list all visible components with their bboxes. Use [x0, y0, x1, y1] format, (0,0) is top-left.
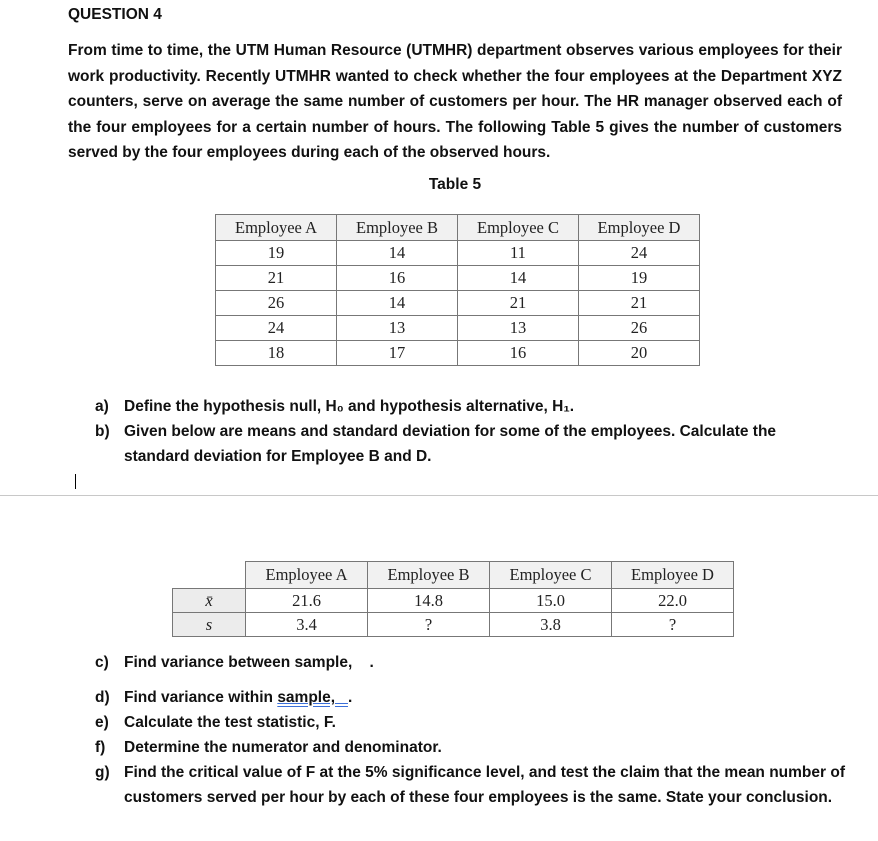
header-employee-c: Employee C: [490, 562, 612, 589]
part-f: [95, 735, 845, 760]
cell: 13: [337, 316, 458, 341]
table-caption: Table 5: [428, 176, 482, 193]
sd-label: s: [173, 613, 246, 637]
intro-paragraph: From time to time, the UTM Human Resource (UTMHR) department observes various employees for their work productivity. Recently UTMHR wanted to check whether the four employees at the Department XYZ counters, serve on average the same number of customers per hour. The HR manager observed each of the four employees for a certain number of hours. The following Table 5 gives the number of customers served by the four employees during each of the observed hours.: [68, 42, 842, 162]
cell: 26: [216, 291, 337, 316]
cell: 14: [337, 241, 458, 266]
cell: 14: [458, 266, 579, 291]
cell: 11: [458, 241, 579, 266]
table-5: [215, 214, 700, 366]
cell: 16: [458, 341, 579, 366]
table-row: [216, 316, 700, 341]
part-d-end: .: [347, 689, 353, 706]
header-employee-b: Employee B: [368, 562, 490, 589]
part-a: [95, 394, 845, 419]
table-row: [216, 341, 700, 366]
cell: 24: [579, 241, 700, 266]
table-header-row: [216, 215, 700, 241]
cell: 13: [458, 316, 579, 341]
part-a-text: Define the hypothesis null, H₀ and hypothesis alternative, H₁.: [124, 398, 575, 415]
cell: 19: [216, 241, 337, 266]
part-e-label: e): [95, 714, 109, 731]
part-d: [95, 685, 845, 710]
cell: 22.0: [612, 589, 734, 613]
table-row: [216, 291, 700, 316]
header-employee-a: Employee A: [216, 215, 337, 241]
cell: 21.6: [246, 589, 368, 613]
text-cursor: [75, 474, 76, 489]
spellcheck-word[interactable]: sample,: [277, 689, 348, 706]
sd-row: [173, 613, 734, 637]
table-header-row: [173, 562, 734, 589]
part-g-text: Find the critical value of F at the 5% significance level, and test the claim that the mean number of customers served per hour by each of these four employees is the same. State your conclusion.: [124, 764, 845, 807]
cell: 21: [216, 266, 337, 291]
cell: 24: [216, 316, 337, 341]
header-employee-b: Employee B: [337, 215, 458, 241]
part-c: [95, 650, 845, 675]
cell: 17: [337, 341, 458, 366]
cell: 21: [579, 291, 700, 316]
cell: 3.8: [490, 613, 612, 637]
part-d-text: Find variance within: [124, 689, 278, 706]
mean-label: x̄: [173, 589, 246, 613]
header-employee-d: Employee D: [579, 215, 700, 241]
table-row: [216, 266, 700, 291]
cell: 16: [337, 266, 458, 291]
cell: 15.0: [490, 589, 612, 613]
header-employee-c: Employee C: [458, 215, 579, 241]
part-f-text: Determine the numerator and denominator.: [124, 739, 442, 756]
cell: 21: [458, 291, 579, 316]
part-c-text: Find variance between sample, .: [124, 654, 374, 671]
header-employee-a: Employee A: [246, 562, 368, 589]
cell: ?: [612, 613, 734, 637]
table-row: [216, 241, 700, 266]
part-f-label: f): [95, 739, 106, 756]
part-e-text: Calculate the test statistic, F.: [124, 714, 336, 731]
mean-row: [173, 589, 734, 613]
part-c-label: c): [95, 654, 109, 671]
cell: 26: [579, 316, 700, 341]
part-b-text: Given below are means and standard deviation for some of the employees. Calculate the standard deviation for Employee B and D.: [124, 423, 777, 466]
part-a-label: a): [95, 398, 109, 415]
corner-cell: [173, 562, 246, 589]
header-employee-d: Employee D: [612, 562, 734, 589]
cell: 3.4: [246, 613, 368, 637]
part-g: [95, 760, 845, 811]
part-g-label: g): [95, 764, 110, 781]
cell: 14: [337, 291, 458, 316]
cell: ?: [368, 613, 490, 637]
part-e: [95, 710, 845, 735]
cell: 19: [579, 266, 700, 291]
page-divider: [0, 495, 878, 496]
cell: 14.8: [368, 589, 490, 613]
question-title: QUESTION 4: [68, 6, 162, 23]
part-b: [95, 419, 795, 470]
summary-table: [172, 561, 734, 637]
cell: 20: [579, 341, 700, 366]
part-d-label: d): [95, 689, 110, 706]
cell: 18: [216, 341, 337, 366]
part-b-label: b): [95, 423, 110, 440]
